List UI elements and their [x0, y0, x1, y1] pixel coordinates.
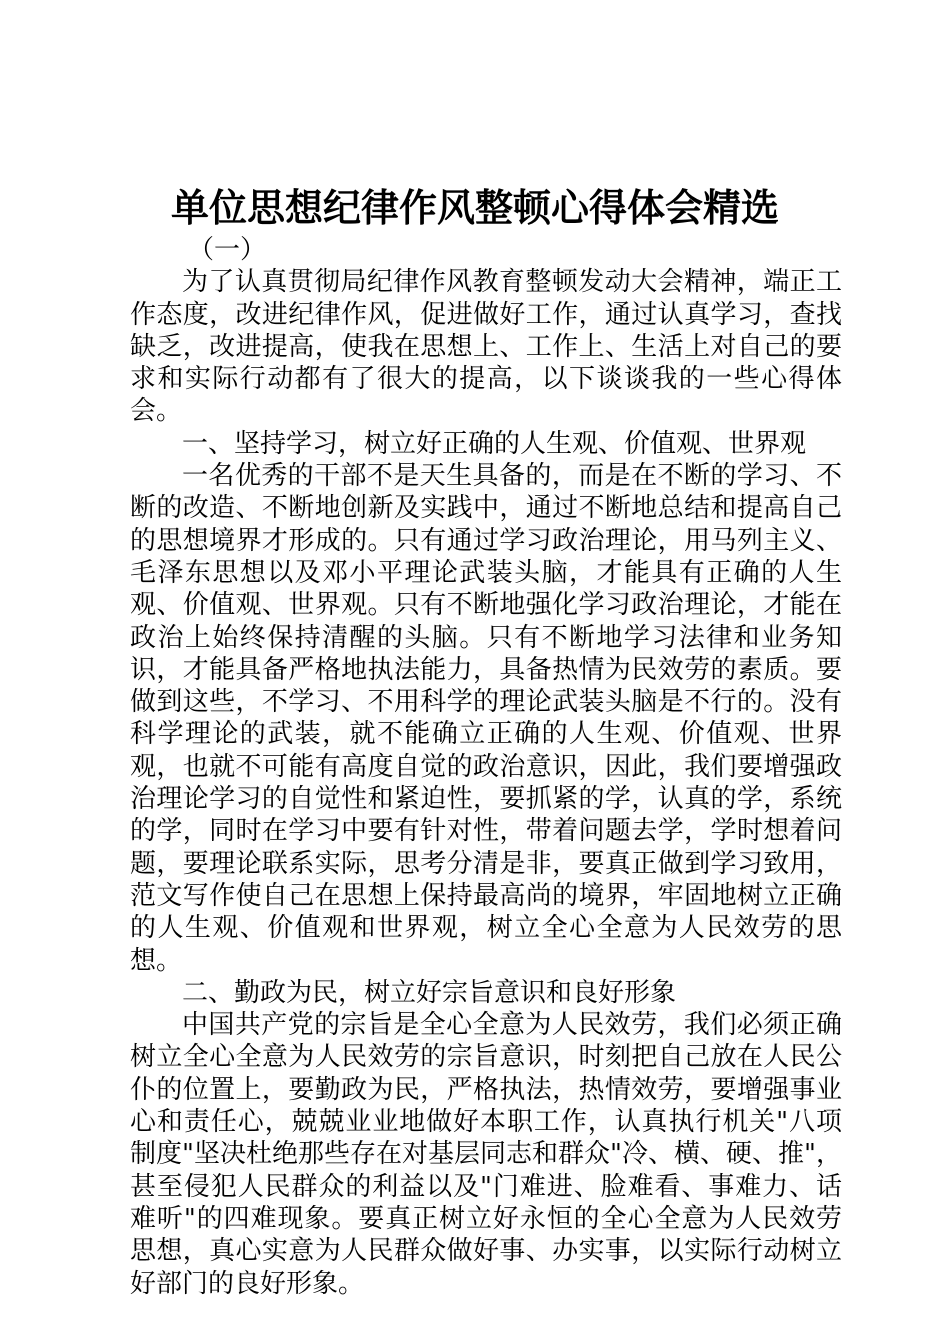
document-body	[130, 234, 842, 1300]
heading-section-1: 一、坚持学习，树立好正确的人生观、价值观、世界观	[182, 428, 807, 459]
paragraph-section-2: 中国共产党的宗旨是全心全意为人民效劳，我们必须正确树立全心全意为人民效劳的宗旨意识，时刻把自己放在人民公仆的位置上，要勤政为民，严格执法，热情效劳，要增强事业心和责任心，兢兢业业地做好本职工作，认真执行机关"八项制度"坚决杜绝那些存在对基层同志和群众"冷、横、硬、推"，甚至侵犯人民群众的利益以及"门难进、脸难看、事难力、话难听"的四难现象。要真正树立好永恒的全心全意为人民效劳思想，真心实意为人民群众做好事、办实事，以实际行动树立好部门的良好形象。	[130, 1010, 842, 1299]
paragraph-section-1: 一名优秀的干部不是天生具备的，而是在不断的学习、不断的改造、不断地创新及实践中，通过不断地总结和提高自己的思想境界才形成的。只有通过学习政治理论，用马列主义、毛泽东思想以及邓小平理论武装头脑，才能具有正确的人生观、价值观、世界观。只有不断地强化学习政治理论，才能在政治上始终保持清醒的头脑。只有不断地学习法律和业务知识，才能具备严格地执法能力，具备热情为民效劳的素质。要做到这些，不学习、不用科学的理论武装头脑是不行的。没有科学理论的武装，就不能确立正确的人生观、价值观、世界观，也就不可能有高度自觉的政治意识，因此，我们要增强政治理论学习的自觉性和紧迫性，要抓紧的学，认真的学，系统的学，同时在学习中要有针对性，带着问题去学，学时想着问题，要理论联系实际，思考分清是非，要真正做到学习致用，范文写作使自己在思想上保持最高尚的境界，牢固地树立正确的人生观、价值观和世界观，树立全心全意为人民效劳的思想。	[130, 461, 842, 976]
paragraph-intro: 为了认真贯彻局纪律作风教育整顿发动大会精神，端正工作态度，改进纪律作风，促进做好工作，通过认真学习，查找缺乏，改进提高，使我在思想上、工作上、生活上对自己的要求和实际行动都有了很大的提高，以下谈谈我的一些心得体会。	[130, 267, 842, 427]
heading-section-2: 二、勤政为民，树立好宗旨意识和良好形象	[182, 977, 677, 1008]
document-title: 单位思想纪律作风整顿心得体会精选	[170, 185, 779, 230]
section-marker: （一）	[188, 235, 267, 265]
